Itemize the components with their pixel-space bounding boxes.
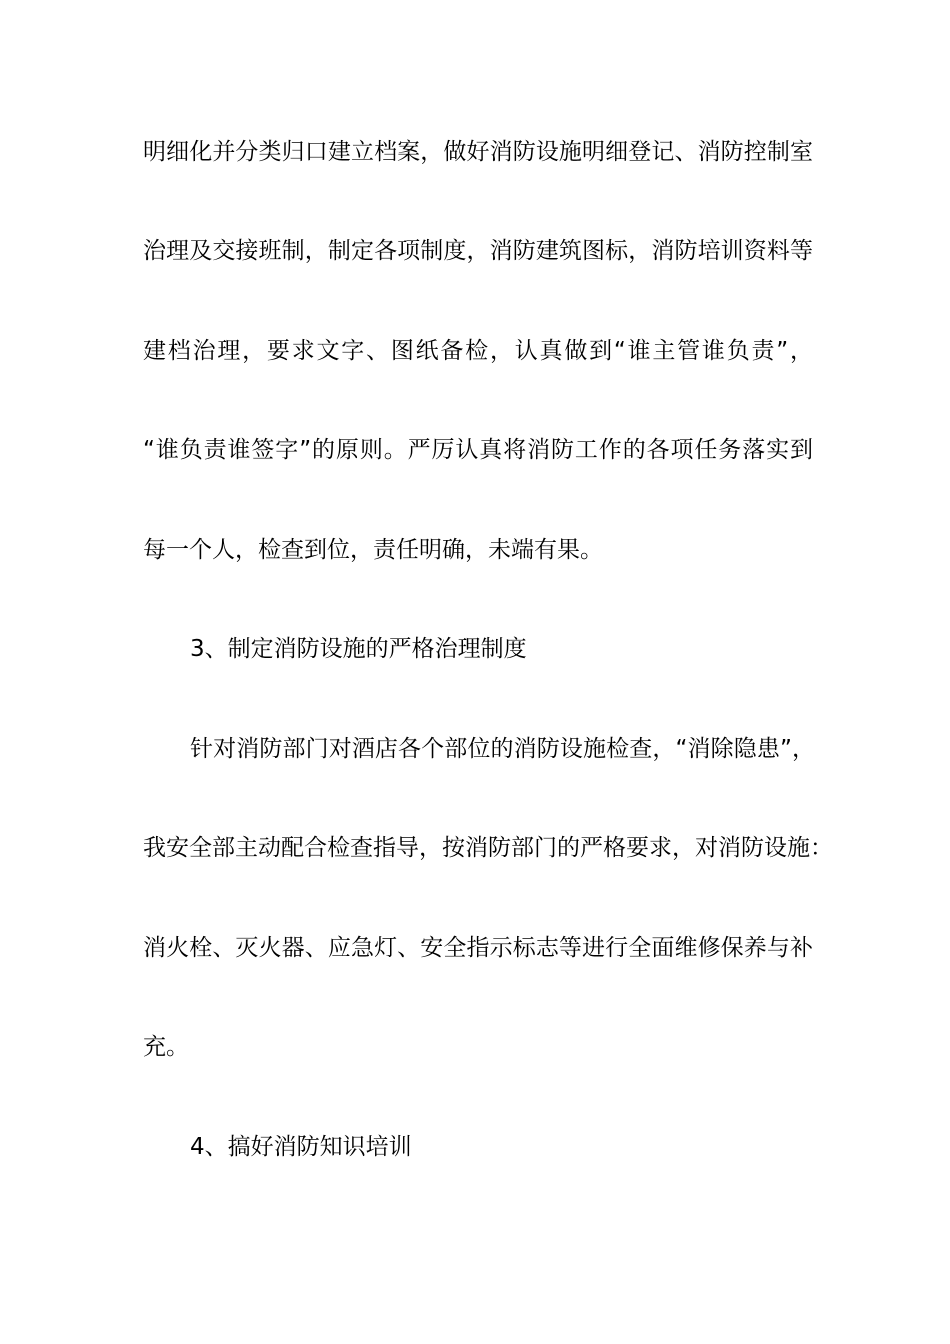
paragraph-line: 明细化并分类归口建立档案，做好消防设施明细登记、消防控制室 [143,139,813,165]
paragraph-line: 充。 [143,1034,189,1060]
section-heading: 3、制定消防设施的严格治理制度 [190,636,527,662]
paragraph-line: 治理及交接班制，制定各项制度，消防建筑图标，消防培训资料等 [143,238,813,264]
section-heading: 4、搞好消防知识培训 [190,1134,412,1160]
paragraph-line: “谁负责谁签字”的原则。严厉认真将消防工作的各项任务落实到 [143,437,813,463]
paragraph-line: 建档治理，要求文字、图纸备检，认真做到“谁主管谁负责”， [143,338,813,364]
paragraph-line: 我安全部主动配合检查指导，按消防部门的严格要求，对消防设施： [143,835,833,861]
paragraph-line: 消火栓、灭火器、应急灯、安全指示标志等进行全面维修保养与补 [143,935,813,961]
paragraph-line: 每一个人，检查到位，责任明确，未端有果。 [143,537,603,563]
paragraph-line: 针对消防部门对酒店各个部位的消防设施检查，“消除隐患”， [190,736,815,762]
